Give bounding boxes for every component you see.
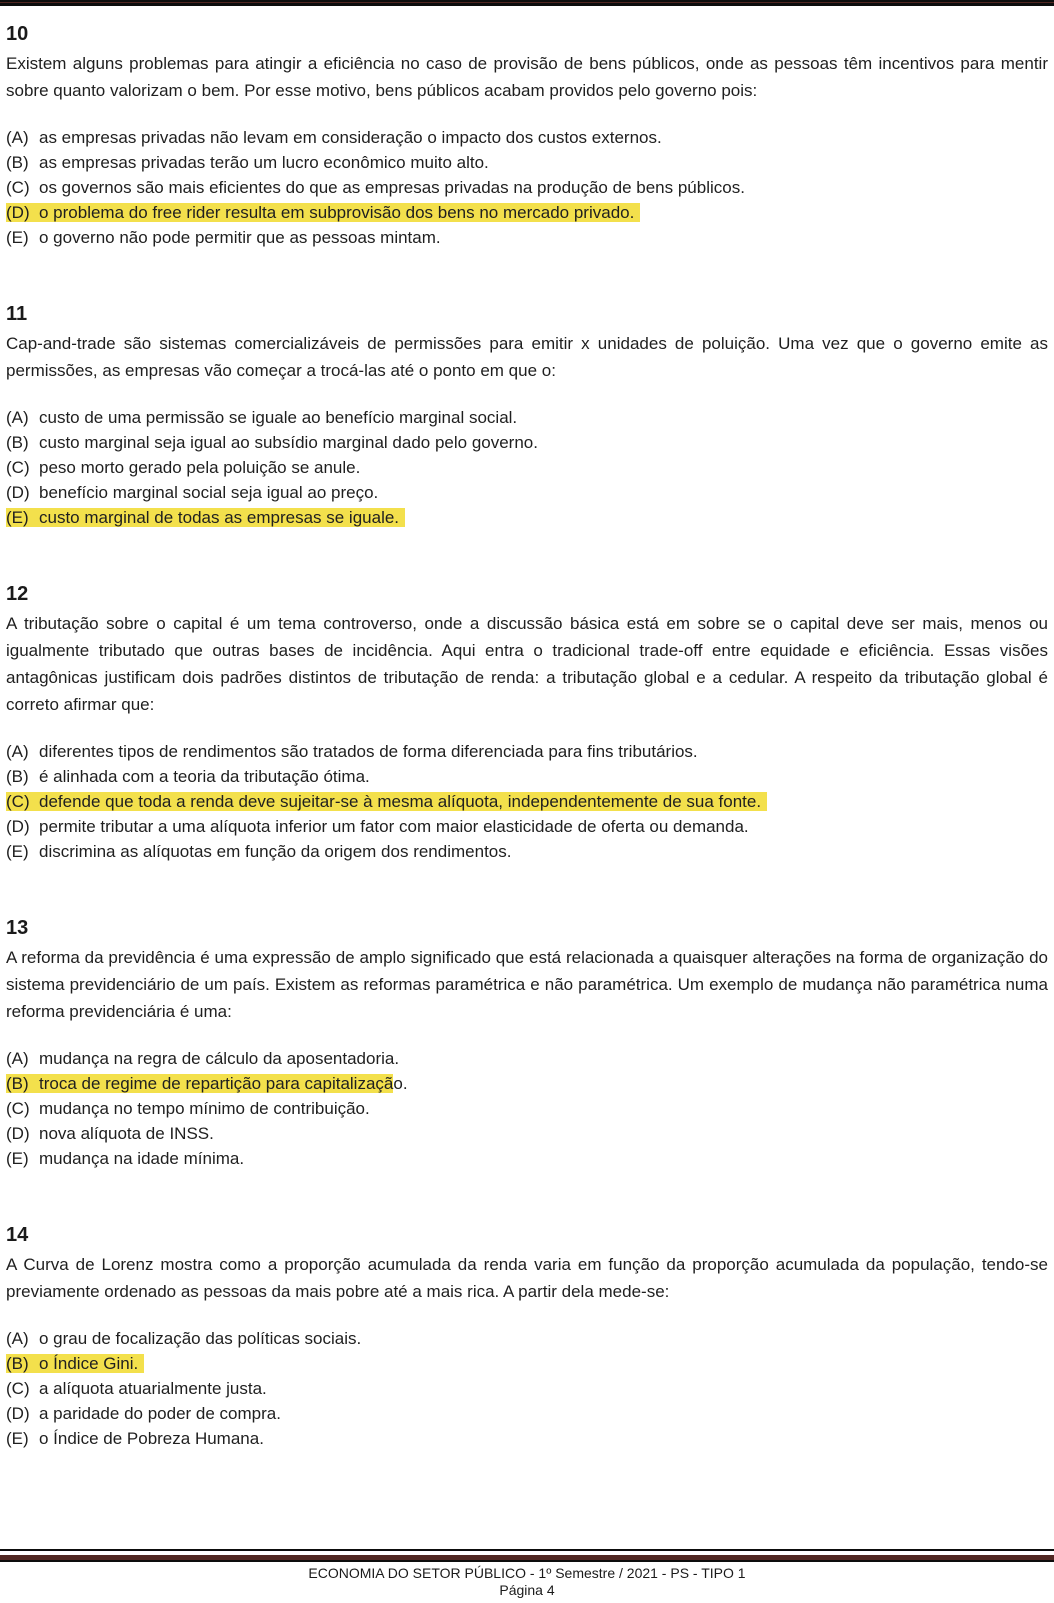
question-text: A tributação sobre o capital é um tema controverso, onde a discussão básica está em sobre se o capital deve ser mais, menos ou igualmente tributado que outras bases de incidência. Aqui entra o tradicional trade-off entre equidade e eficiência. Essas visões antagônicas justificam dois padrões distintos de tributação de renda: a tributação global e a cedular. A respeito da tributação global é correto afirmar que: — [6, 614, 1048, 714]
option-12-e — [6, 839, 1048, 864]
option-14-d — [6, 1401, 1048, 1426]
option-14-a — [6, 1326, 1048, 1351]
option-label: (D) — [6, 817, 30, 836]
option-highlight-wrap — [6, 483, 378, 502]
option-text: mudança na idade mínima. — [39, 1149, 245, 1168]
option-highlight-wrap — [6, 792, 767, 811]
option-12-c — [6, 789, 1048, 814]
option-12-a — [6, 739, 1048, 764]
option-text: custo de uma permissão se iguale ao benefício marginal social. — [39, 408, 518, 427]
option-label: (C) — [6, 1099, 30, 1118]
question-text: A Curva de Lorenz mostra como a proporção acumulada da renda varia em função da proporção acumulada da população, tendo-se previamente ordenado as pessoas da mais pobre até a mais rica. A partir dela mede-se: — [6, 1255, 1048, 1301]
option-label: (E) — [6, 228, 29, 247]
option-text: custo marginal de todas as empresas se iguale. — [39, 508, 400, 527]
options-list — [6, 1046, 1048, 1171]
option-label: (E) — [6, 1429, 29, 1448]
option-highlight-wrap — [6, 153, 489, 172]
question-12 — [6, 582, 1048, 864]
option-label: (D) — [6, 483, 30, 502]
option-text: a alíquota atuarialmente justa. — [39, 1379, 267, 1398]
question-text: Cap-and-trade são sistemas comercializáveis de permissões para emitir x unidades de poluição. Uma vez que o governo emite as permissões, as empresas vão começar a trocá-las até o ponto em que o: — [6, 334, 1048, 380]
option-text: mudança no tempo mínimo de contribuição. — [39, 1099, 370, 1118]
option-highlight-wrap — [6, 1429, 264, 1448]
option-label: (E) — [6, 1149, 29, 1168]
option-highlight-wrap — [6, 1074, 393, 1093]
option-label: (C) — [6, 178, 30, 197]
question-14 — [6, 1223, 1048, 1451]
option-text: as empresas privadas não levam em consideração o impacto dos custos externos. — [39, 128, 662, 147]
option-13-d — [6, 1121, 1048, 1146]
option-text: o Índice de Pobreza Humana. — [39, 1429, 264, 1448]
options-list — [6, 1326, 1048, 1451]
option-text: é alinhada com a teoria da tributação ótima. — [39, 767, 370, 786]
option-text: a paridade do poder de compra. — [39, 1404, 281, 1423]
option-text: o Índice Gini. — [39, 1354, 139, 1373]
question-number: 14 — [6, 1224, 29, 1246]
option-highlight-wrap — [6, 742, 698, 761]
option-10-d — [6, 200, 1048, 225]
option-11-c — [6, 455, 1048, 480]
option-14-c — [6, 1376, 1048, 1401]
question-number: 13 — [6, 917, 29, 939]
question-10 — [6, 22, 1048, 250]
option-text: o problema do free rider resulta em subprovisão dos bens no mercado privado. — [39, 203, 635, 222]
option-text: troca de regime de repartição para capitalizaçã — [39, 1074, 394, 1093]
option-highlight-wrap — [6, 842, 511, 861]
option-12-d — [6, 814, 1048, 839]
option-text: peso morto gerado pela poluição se anule. — [39, 458, 361, 477]
option-label: (B) — [6, 1074, 29, 1093]
option-highlight-wrap — [6, 458, 360, 477]
option-10-e — [6, 225, 1048, 250]
page-footer — [0, 1549, 1054, 1599]
option-label: (B) — [6, 1354, 29, 1373]
option-10-c — [6, 175, 1048, 200]
option-13-c — [6, 1096, 1048, 1121]
question-11 — [6, 302, 1048, 530]
option-highlight-wrap — [6, 228, 441, 247]
option-highlight-wrap — [6, 203, 640, 222]
question-number: 12 — [6, 583, 29, 605]
option-13-a — [6, 1046, 1048, 1071]
options-list — [6, 739, 1048, 864]
option-highlight-wrap — [6, 817, 749, 836]
question-text: A reforma da previdência é uma expressão de amplo significado que está relacionada a quaisquer alterações na forma de organização do sistema previdenciário de um país. Existem as reformas paramétrica e não paramétrica. Um exemplo de mudança não paramétrica numa reforma previdenciária é uma: — [6, 948, 1048, 1021]
option-highlight-wrap — [6, 767, 370, 786]
option-text: defende que toda a renda deve sujeitar-se à mesma alíquota, independentemente de sua fonte. — [39, 792, 762, 811]
questions — [0, 22, 1054, 1451]
option-14-b — [6, 1351, 1048, 1376]
option-highlight-wrap — [6, 1149, 244, 1168]
footer-rule — [0, 1555, 1054, 1562]
option-11-b — [6, 430, 1048, 455]
option-label: (E) — [6, 842, 29, 861]
option-text: o governo não pode permitir que as pessoas mintam. — [39, 228, 441, 247]
question-text: Existem alguns problemas para atingir a eficiência no caso de provisão de bens públicos, onde as pessoas têm incentivos para mentir sobre quanto valorizam o bem. Por esse motivo, bens públicos acabam providos pelo governo pois: — [6, 54, 1048, 100]
options-list — [6, 125, 1048, 250]
question-number: 10 — [6, 23, 29, 45]
option-11-a — [6, 405, 1048, 430]
option-highlight-wrap — [6, 1404, 281, 1423]
option-text-tail: o. — [393, 1074, 408, 1093]
option-label: (D) — [6, 1404, 30, 1423]
option-text: nova alíquota de INSS. — [39, 1124, 214, 1143]
option-label: (B) — [6, 767, 29, 786]
option-label: (C) — [6, 1379, 30, 1398]
option-label: (C) — [6, 458, 30, 477]
option-highlight-wrap — [6, 1049, 399, 1068]
question-13 — [6, 916, 1048, 1171]
option-11-d — [6, 480, 1048, 505]
options-list — [6, 405, 1048, 530]
option-text: permite tributar a uma alíquota inferior um fator com maior elasticidade de oferta ou demanda. — [39, 817, 749, 836]
option-highlight-wrap — [6, 1379, 267, 1398]
footer-page-number: Página 4 — [499, 1582, 555, 1598]
option-10-b — [6, 150, 1048, 175]
option-label: (A) — [6, 1329, 29, 1348]
option-label: (D) — [6, 203, 30, 222]
option-label: (B) — [6, 433, 29, 452]
option-label: (A) — [6, 408, 29, 427]
option-14-e — [6, 1426, 1048, 1451]
option-text: o grau de focalização das políticas sociais. — [39, 1329, 362, 1348]
option-highlight-wrap — [6, 408, 517, 427]
option-text: diferentes tipos de rendimentos são tratados de forma diferenciada para fins tributários. — [39, 742, 698, 761]
option-text: os governos são mais eficientes do que as empresas privadas na produção de bens públicos. — [39, 178, 745, 197]
option-label: (D) — [6, 1124, 30, 1143]
option-12-b — [6, 764, 1048, 789]
option-label: (A) — [6, 742, 29, 761]
option-highlight-wrap — [6, 178, 745, 197]
option-text: custo marginal seja igual ao subsídio marginal dado pelo governo. — [39, 433, 538, 452]
option-text: mudança na regra de cálculo da aposentadoria. — [39, 1049, 400, 1068]
option-label: (A) — [6, 128, 29, 147]
option-11-e — [6, 505, 1048, 530]
option-highlight-wrap — [6, 1329, 361, 1348]
option-highlight-wrap — [6, 1124, 214, 1143]
option-text: benefício marginal social seja igual ao preço. — [39, 483, 379, 502]
option-label: (C) — [6, 792, 30, 811]
option-text: as empresas privadas terão um lucro econômico muito alto. — [39, 153, 489, 172]
option-10-a — [6, 125, 1048, 150]
option-text: discrimina as alíquotas em função da origem dos rendimentos. — [39, 842, 512, 861]
footer-course-title: ECONOMIA DO SETOR PÚBLICO - 1º Semestre / 2021 - PS - TIPO 1 — [308, 1565, 746, 1581]
footer-thin-rule — [0, 1549, 1054, 1551]
option-highlight-wrap — [6, 1099, 370, 1118]
question-number: 11 — [6, 303, 28, 325]
top-rule — [0, 0, 1054, 6]
option-label: (B) — [6, 153, 29, 172]
option-13-e — [6, 1146, 1048, 1171]
option-13-b — [6, 1071, 1048, 1096]
option-label: (A) — [6, 1049, 29, 1068]
option-highlight-wrap — [6, 508, 405, 527]
option-highlight-wrap — [6, 433, 538, 452]
option-label: (E) — [6, 508, 29, 527]
option-highlight-wrap — [6, 128, 662, 147]
option-highlight-wrap — [6, 1354, 144, 1373]
